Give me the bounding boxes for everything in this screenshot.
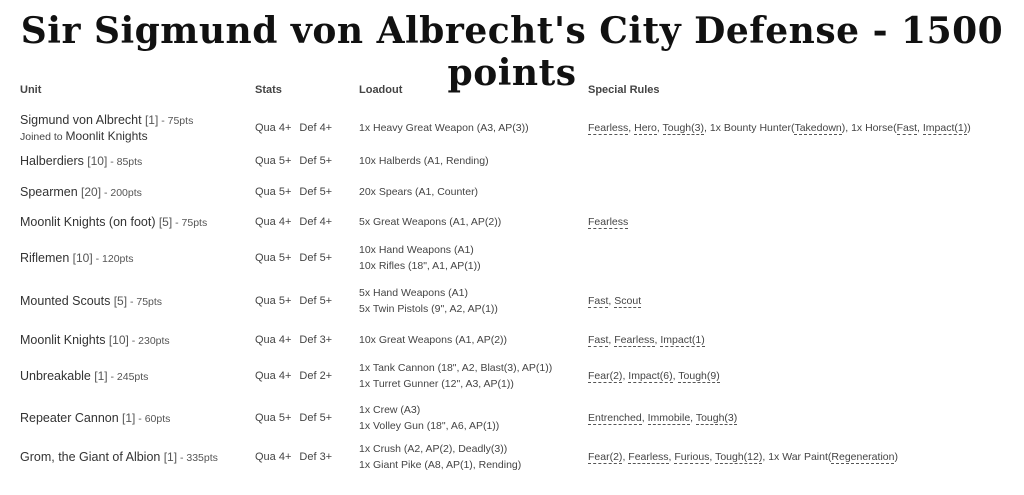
special-rule[interactable]: Fast — [588, 334, 609, 346]
special-rule[interactable]: Takedown — [794, 122, 842, 134]
defense-stat: Def 3+ — [299, 451, 333, 463]
special-rule[interactable]: Tough(9) — [678, 370, 720, 382]
special-rule[interactable]: Tough(3) — [662, 122, 704, 134]
special-rule[interactable]: Furious — [674, 451, 710, 463]
loadout-item: 5x Great Weapons (A1, AP(2)) — [359, 216, 502, 228]
defense-stat: Def 4+ — [299, 216, 333, 228]
unit-points: - 75pts — [172, 217, 208, 229]
unit-size: [5] — [158, 215, 173, 229]
stats-cell — [255, 216, 332, 228]
special-rule[interactable]: Entrenched — [588, 412, 642, 424]
special-rule[interactable]: Fear(2) — [588, 370, 623, 382]
loadout-cell — [359, 402, 499, 434]
unit-cell — [20, 154, 142, 168]
quality-stat: Qua 5+ — [255, 155, 292, 167]
unit-points: - 60pts — [135, 413, 171, 425]
page-title: Sir Sigmund von Albrecht's City Defense - 1500 points — [20, 10, 1004, 94]
unit-cell — [20, 369, 148, 383]
special-rule[interactable]: Tough(3) — [695, 412, 738, 424]
unit-cell — [20, 411, 170, 425]
defense-stat: Def 5+ — [299, 295, 333, 307]
unit-size: [5] — [113, 294, 128, 308]
defense-stat: Def 5+ — [299, 155, 333, 167]
unit-name: Moonlit Knights (on foot) — [20, 215, 156, 229]
loadout-cell — [359, 120, 529, 136]
unit-cell — [20, 294, 162, 308]
quality-stat: Qua 5+ — [255, 252, 292, 264]
stats-cell — [255, 155, 332, 167]
loadout-item: 10x Great Weapons (A1, AP(2)) — [359, 334, 508, 346]
unit-name: Sigmund von Albrecht — [20, 113, 142, 127]
loadout-item: 10x Halberds (A1, Rending) — [359, 155, 489, 167]
special-rules-cell: Fast, Fearless, Impact(1) — [588, 334, 705, 346]
unit-points: - 230pts — [128, 335, 170, 347]
unit-points: - 75pts — [127, 296, 163, 308]
unit-size: [1] — [144, 113, 159, 127]
quality-stat: Qua 5+ — [255, 295, 292, 307]
stats-cell — [255, 412, 332, 424]
loadout-item: 5x Twin Pistols (9", A2, AP(1)) — [359, 303, 498, 315]
loadout-cell — [359, 285, 498, 317]
quality-stat: Qua 4+ — [255, 370, 292, 382]
unit-cell — [20, 333, 170, 347]
unit-name: Moonlit Knights — [20, 333, 106, 347]
loadout-item: 1x Tank Cannon (18", A2, Blast(3), AP(1)) — [359, 362, 553, 374]
loadout-item: 1x Heavy Great Weapon (A3, AP(3)) — [359, 122, 529, 134]
loadout-cell — [359, 360, 552, 392]
unit-name: Unbreakable — [20, 369, 91, 383]
defense-stat: Def 3+ — [299, 334, 333, 346]
defense-stat: Def 5+ — [299, 186, 333, 198]
unit-name: Grom, the Giant of Albion — [20, 450, 161, 464]
loadout-item: 1x Turret Gunner (12", A3, AP(1)) — [359, 378, 514, 390]
unit-points: - 335pts — [177, 452, 218, 464]
header-loadout: Loadout — [359, 84, 403, 96]
loadout-item: 20x Spears (A1, Counter) — [359, 186, 479, 198]
loadout-item: 1x Volley Gun (18", A6, AP(1)) — [359, 420, 500, 432]
special-rules-cell: Fear(2), Impact(6), Tough(9) — [588, 370, 720, 382]
special-rule[interactable]: Impact(1) — [660, 334, 705, 346]
unit-points: - 200pts — [101, 187, 142, 199]
special-rule[interactable]: Fast — [896, 122, 918, 134]
special-rule[interactable]: Fearless — [628, 451, 669, 463]
loadout-item: 1x Crush (A2, AP(2), Deadly(3)) — [359, 443, 508, 455]
special-rules-cell: Fear(2), Fearless, Furious, Tough(12), 1x War Paint(Regeneration) — [588, 451, 898, 463]
stats-cell — [255, 122, 332, 134]
unit-size: [10] — [72, 251, 93, 265]
unit-name: Riflemen — [20, 251, 70, 265]
special-rule[interactable]: Tough(12) — [715, 451, 763, 463]
unit-cell — [20, 215, 207, 229]
loadout-cell — [359, 441, 521, 473]
unit-size: [1] — [163, 450, 178, 464]
quality-stat: Qua 4+ — [255, 334, 292, 346]
defense-stat: Def 2+ — [299, 370, 333, 382]
header-stats: Stats — [255, 84, 282, 96]
unit-points: - 245pts — [107, 371, 149, 383]
special-rule[interactable]: Fearless — [588, 216, 629, 228]
defense-stat: Def 5+ — [299, 412, 333, 424]
joined-to-label — [20, 129, 193, 143]
loadout-cell — [359, 242, 481, 274]
loadout-item: 10x Rifles (18", A1, AP(1)) — [359, 260, 481, 272]
unit-name: Repeater Cannon — [20, 411, 119, 425]
loadout-item: 5x Hand Weapons (A1) — [359, 287, 468, 299]
special-rules-cell: Fearless, Hero, Tough(3), 1x Bounty Hunter(Takedown), 1x Horse(Fast, Impact(1)) — [588, 122, 971, 134]
unit-points: - 85pts — [107, 156, 143, 168]
defense-stat: Def 4+ — [299, 122, 333, 134]
unit-name: Mounted Scouts — [20, 294, 111, 308]
unit-cell — [20, 113, 193, 143]
special-rule[interactable]: Impact(6) — [628, 370, 673, 382]
unit-size: [1] — [94, 369, 108, 383]
unit-name: Spearmen — [20, 185, 78, 199]
loadout-item: 1x Giant Pike (A8, AP(1), Rending) — [359, 459, 522, 471]
special-rules-cell — [588, 216, 628, 228]
unit-cell — [20, 450, 218, 464]
stats-cell — [255, 370, 332, 382]
unit-size: [1] — [122, 411, 136, 425]
loadout-cell — [359, 184, 478, 200]
special-rule[interactable]: Regeneration — [831, 451, 895, 463]
quality-stat: Qua 5+ — [255, 412, 292, 424]
loadout-cell — [359, 214, 501, 230]
special-rules-cell: Fast, Scout — [588, 295, 642, 307]
loadout-cell — [359, 153, 489, 169]
unit-name: Halberdiers — [20, 154, 84, 168]
special-rules-cell: Entrenched, Immobile, Tough(3) — [588, 412, 738, 424]
quality-stat: Qua 4+ — [255, 216, 292, 228]
stats-cell — [255, 295, 332, 307]
quality-stat: Qua 4+ — [255, 451, 292, 463]
unit-points: - 75pts — [158, 115, 194, 127]
joined-prefix: Joined to — [20, 131, 66, 143]
special-rule[interactable]: Fear(2) — [588, 451, 623, 463]
unit-size: [20] — [81, 185, 102, 199]
unit-cell — [20, 251, 134, 265]
special-rule[interactable]: Fast — [588, 295, 609, 307]
stats-cell — [255, 252, 332, 264]
quality-stat: Qua 4+ — [255, 122, 292, 134]
header-unit: Unit — [20, 84, 42, 96]
stats-cell — [255, 451, 332, 463]
loadout-cell — [359, 332, 507, 348]
defense-stat: Def 5+ — [299, 252, 333, 264]
unit-cell — [20, 185, 142, 199]
special-rule[interactable]: Immobile — [647, 412, 691, 424]
special-rule[interactable]: Fearless — [588, 122, 629, 134]
special-rule[interactable]: Impact(1) — [922, 122, 968, 134]
unit-size: [10] — [108, 333, 129, 347]
stats-cell — [255, 334, 332, 346]
header-special-rules: Special Rules — [588, 84, 660, 96]
unit-size: [10] — [87, 154, 108, 168]
quality-stat: Qua 5+ — [255, 186, 292, 198]
special-rule[interactable]: Fearless — [614, 334, 655, 346]
unit-points: - 120pts — [92, 253, 134, 265]
special-rule[interactable]: Scout — [614, 295, 642, 307]
special-rule[interactable]: Hero — [634, 122, 657, 134]
loadout-item: 1x Crew (A3) — [359, 404, 421, 416]
stats-cell — [255, 186, 332, 198]
loadout-item: 10x Hand Weapons (A1) — [359, 244, 474, 256]
joined-unit-name: Moonlit Knights — [65, 129, 148, 143]
